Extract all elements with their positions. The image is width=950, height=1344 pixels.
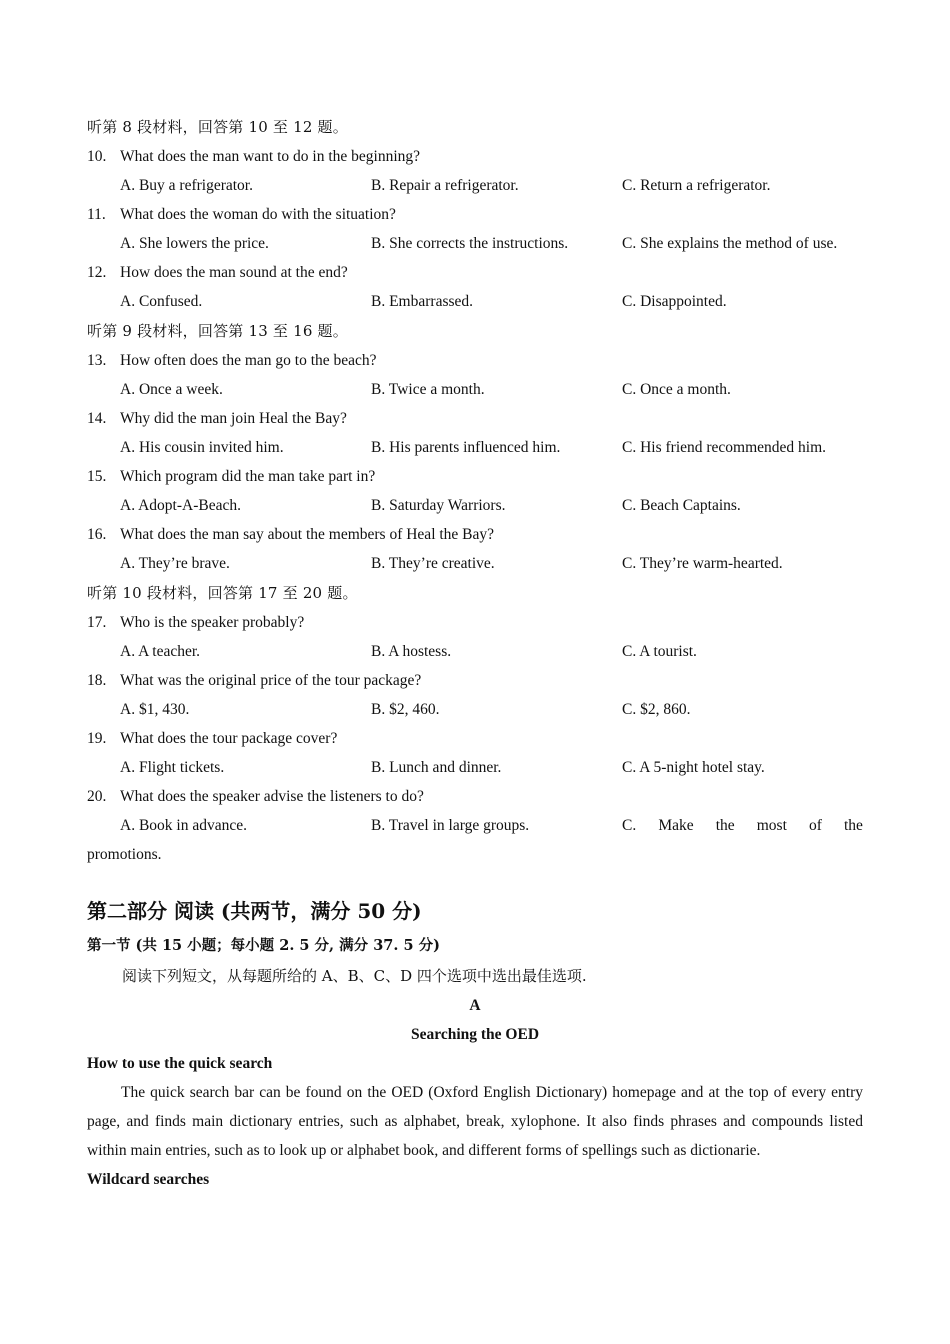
question-text: What does the woman do with the situation? bbox=[120, 206, 396, 223]
option-a: A. She lowers the price. bbox=[120, 235, 269, 252]
question-text: Who is the speaker probably? bbox=[120, 614, 305, 631]
options-12 bbox=[87, 287, 863, 316]
option-a: A. Adopt-A-Beach. bbox=[120, 497, 241, 514]
question-number: 19. bbox=[87, 730, 107, 747]
question-text: Why did the man join Heal the Bay? bbox=[120, 410, 347, 427]
option-b: B. $2, 460. bbox=[371, 701, 440, 718]
question-12 bbox=[87, 258, 863, 287]
options-16 bbox=[87, 549, 863, 578]
question-16 bbox=[87, 520, 863, 549]
question-number: 14. bbox=[87, 410, 107, 427]
options-11 bbox=[87, 229, 863, 258]
option-c: C. Once a month. bbox=[622, 381, 731, 398]
section-header-9: 听第 9 段材料，回答第 13 至 16 题。 bbox=[87, 322, 348, 340]
option-c-word: the bbox=[715, 817, 735, 834]
passage-label: A bbox=[469, 997, 481, 1014]
question-text: What does the speaker advise the listeners to do? bbox=[120, 788, 424, 805]
question-15 bbox=[87, 462, 863, 491]
option-c-word: of bbox=[808, 817, 822, 834]
question-text: What was the original price of the tour package? bbox=[120, 672, 422, 689]
option-a: A. A teacher. bbox=[120, 643, 201, 660]
heading-wildcard: Wildcard searches bbox=[87, 1171, 210, 1188]
option-a: A. $1, 430. bbox=[120, 701, 190, 718]
question-number: 20. bbox=[87, 788, 107, 805]
option-a: A. Flight tickets. bbox=[120, 759, 225, 776]
option-c-word: C. bbox=[622, 817, 637, 834]
option-a: A. His cousin invited him. bbox=[120, 439, 284, 456]
section-header-8: 听第 8 段材料，回答第 10 至 12 题。 bbox=[87, 118, 348, 136]
options-17 bbox=[87, 637, 863, 666]
options-20 bbox=[87, 811, 863, 840]
question-number: 13. bbox=[87, 352, 107, 369]
option-c: C. $2, 860. bbox=[622, 701, 691, 718]
question-17 bbox=[87, 608, 863, 637]
question-number: 10. bbox=[87, 148, 107, 165]
option-c: C. A tourist. bbox=[622, 643, 697, 660]
option-b: B. Lunch and dinner. bbox=[371, 759, 502, 776]
option-c: C. A 5-night hotel stay. bbox=[622, 759, 765, 776]
option-c-word: most bbox=[756, 817, 787, 834]
option-c: C. His friend recommended him. bbox=[622, 439, 827, 456]
instruction: 阅读下列短文，从每题所给的 A、B、C、D 四个选项中选出最佳选项. bbox=[122, 967, 587, 985]
question-14 bbox=[87, 404, 863, 433]
option-a: A. Buy a refrigerator. bbox=[120, 177, 253, 194]
section-title: 第一节 (共 15 小题；每小题 2. 5 分, 满分 37. 5 分) bbox=[87, 937, 440, 954]
question-number: 12. bbox=[87, 264, 107, 281]
question-text: How does the man sound at the end? bbox=[120, 264, 348, 281]
option-b: B. A hostess. bbox=[371, 643, 452, 660]
options-13 bbox=[87, 375, 863, 404]
question-18 bbox=[87, 666, 863, 695]
heading-quick-search: How to use the quick search bbox=[87, 1055, 273, 1072]
option-b: B. Saturday Warriors. bbox=[371, 497, 506, 514]
option-b: B. Embarrassed. bbox=[371, 293, 474, 310]
passage-title: Searching the OED bbox=[410, 1026, 540, 1043]
option-b: B. Travel in large groups. bbox=[371, 817, 530, 834]
question-text: What does the man want to do in the beginning? bbox=[120, 148, 421, 165]
options-10 bbox=[87, 171, 863, 200]
question-19 bbox=[87, 724, 863, 753]
question-text: How often does the man go to the beach? bbox=[120, 352, 377, 369]
question-20 bbox=[87, 782, 863, 811]
question-13 bbox=[87, 346, 863, 375]
part-title: 第二部分 阅读 (共两节，满分 50 分) bbox=[87, 899, 422, 923]
question-text: What does the tour package cover? bbox=[120, 730, 338, 747]
option-a: A. Once a week. bbox=[120, 381, 223, 398]
option-c-word: the bbox=[844, 817, 863, 834]
option-c-continued: promotions. bbox=[87, 846, 162, 863]
options-18 bbox=[87, 695, 863, 724]
question-10 bbox=[87, 142, 863, 171]
option-a: A. They’re brave. bbox=[120, 555, 230, 572]
option-c-word: Make bbox=[658, 817, 694, 834]
option-b: B. Repair a refrigerator. bbox=[371, 177, 519, 194]
option-b: B. She corrects the instructions. bbox=[371, 235, 569, 252]
question-number: 18. bbox=[87, 672, 107, 689]
option-c-justified bbox=[622, 811, 863, 840]
option-c: C. Beach Captains. bbox=[622, 497, 741, 514]
option-c: C. She explains the method of use. bbox=[622, 235, 838, 252]
question-number: 11. bbox=[87, 206, 106, 223]
option-b: B. His parents influenced him. bbox=[371, 439, 561, 456]
question-text: Which program did the man take part in? bbox=[120, 468, 376, 485]
section-header-10: 听第 10 段材料，回答第 17 至 20 题。 bbox=[87, 584, 358, 602]
question-11 bbox=[87, 200, 863, 229]
option-c: C. Disappointed. bbox=[622, 293, 727, 310]
option-c: C. Return a refrigerator. bbox=[622, 177, 771, 194]
paragraph: The quick search bar can be found on the OED (Oxford English Dictionary) homepage and at the top of every entry page, and finds main dictionary entries, such as alphabet, break, xylophone. It also finds phrases and compounds listed within main entries, such as to look up or alphabet book, and different forms of spellings such as dictionarie. bbox=[87, 1084, 863, 1159]
exam-page bbox=[87, 112, 863, 1194]
options-19 bbox=[87, 753, 863, 782]
question-number: 17. bbox=[87, 614, 107, 631]
option-a: A. Book in advance. bbox=[120, 817, 247, 834]
option-a: A. Confused. bbox=[120, 293, 203, 310]
option-b: B. They’re creative. bbox=[371, 555, 495, 572]
option-b: B. Twice a month. bbox=[371, 381, 485, 398]
question-text: What does the man say about the members of Heal the Bay? bbox=[120, 526, 495, 543]
options-15 bbox=[87, 491, 863, 520]
options-14 bbox=[87, 433, 863, 462]
option-c: C. They’re warm-hearted. bbox=[622, 555, 783, 572]
spacer bbox=[87, 869, 863, 891]
question-number: 16. bbox=[87, 526, 107, 543]
question-number: 15. bbox=[87, 468, 107, 485]
